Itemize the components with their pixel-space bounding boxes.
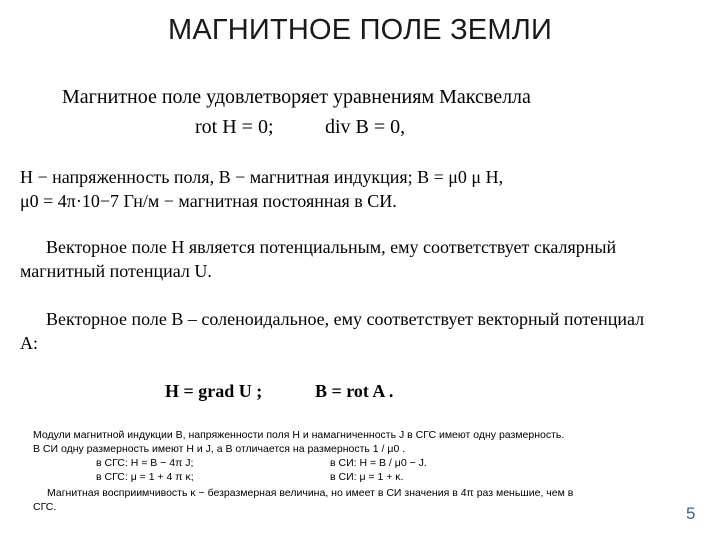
note-line-5: Магнитная восприимчивость κ − безразмерная величина, но имеет в СИ значения в 4π раз меньшие, чем в <box>47 487 574 499</box>
page-number: 5 <box>686 504 696 523</box>
solenoidal-para-line-2: A: <box>20 333 38 353</box>
potential-para-line-1: Векторное поле H является потенциальным, ему соответствует скалярный <box>46 237 617 257</box>
note-si-relation-2: в СИ: μ = 1 + κ. <box>330 471 404 483</box>
note-cgs-relation-1: в СГС: H = B − 4π J; <box>96 457 194 469</box>
note-line-2: В СИ одну размерность имеют H и J, а B отличается на размерность 1 / μ0 . <box>33 443 406 455</box>
note-cgs-relation-2: в СГС: μ = 1 + 4 π κ; <box>96 471 194 483</box>
rot-h-text: rot H = 0; <box>195 116 274 138</box>
definitions-line-1: H − напряженность поля, B − магнитная индукция; B = μ0 μ H, <box>20 167 504 187</box>
intro-text: Магнитное поле удовлетворяет уравнениям Максвелла <box>62 86 531 108</box>
rot-a-equation: B = rot A . <box>315 381 394 401</box>
rot-h-equation <box>195 116 274 139</box>
grad-equation: H = grad U ; <box>165 381 263 401</box>
note-si-relation-1: в СИ: H = B / μ0 − J. <box>330 457 427 469</box>
note-line-6: СГС. <box>33 501 57 513</box>
definitions-line-2: μ0 = 4π·10−7 Гн/м − магнитная постоянная в СИ. <box>20 191 397 211</box>
note-line-1: Модули магнитной индукции B, напряженности поля H и намагниченность J в СГС имеют одну размерность. <box>33 429 565 441</box>
div-b-text: div B = 0, <box>325 116 406 138</box>
page-title: МАГНИТНОЕ ПОЛЕ ЗЕМЛИ <box>167 14 552 46</box>
potential-para-line-2: магнитный потенциал U. <box>20 261 212 281</box>
div-b-equation <box>325 116 405 139</box>
solenoidal-para-line-1: Векторное поле B – соленоидальное, ему соответствует векторный потенциал <box>46 309 645 329</box>
